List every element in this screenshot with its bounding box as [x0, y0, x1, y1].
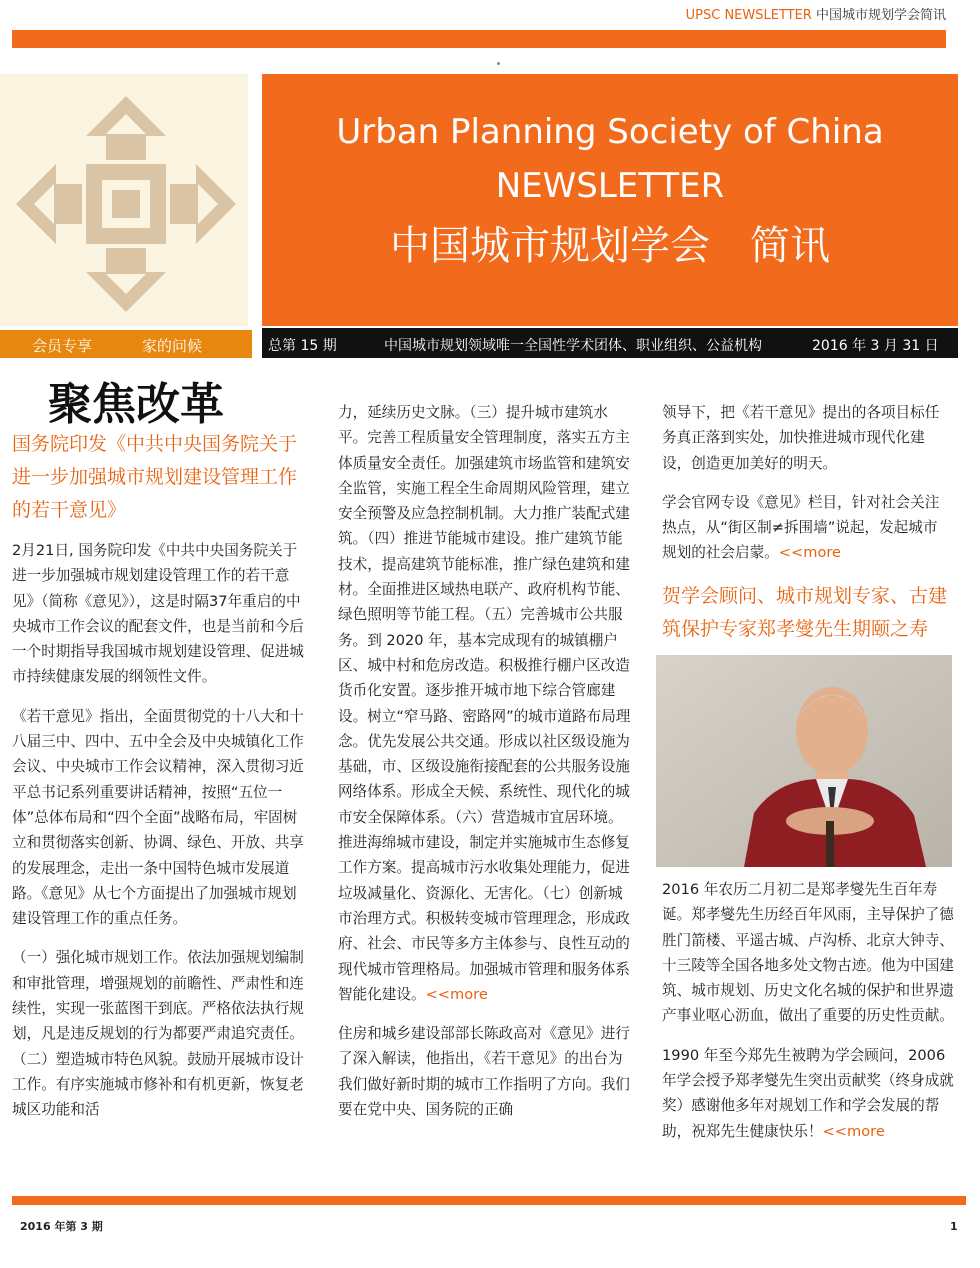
section-title: 聚焦改革	[48, 379, 224, 430]
running-header	[686, 4, 946, 23]
divider-dot	[497, 62, 500, 65]
masthead-newsletter-label: NEWSLETTER	[495, 166, 725, 206]
footer-page-number: 1	[950, 1220, 958, 1233]
article-title	[662, 580, 962, 646]
newsletter-name-cn: 中国城市规划学会简讯	[815, 8, 946, 23]
portrait-photo	[656, 655, 952, 867]
issue-date: 2016 年 3 月 31 日	[812, 338, 939, 354]
article-column-1	[12, 538, 308, 1137]
article-column-2	[338, 400, 632, 1136]
article-paragraph	[662, 1043, 954, 1144]
article-paragraph: 《若干意见》指出，全面贯彻党的十八大和十八届三中、四中、五中全会及中央城镇化工作会议、中央城市工作会议精神，深入贯彻习近平总书记系列重要讲话精神，按照“五位一体”总体布局和“四个全面”战略布局，牢固树立和贯彻落实创新、协调、绿色、开放、共享的发展理念，走出一条中国特色城市发展道路。《意见》从七个方面提出了加强城市规划建设管理工作的重点任务。	[12, 707, 304, 928]
portrait-image-icon	[656, 655, 952, 867]
article-paragraph: 2016 年农历二月初二是郑孝燮先生百年寿诞。郑孝燮先生历经百年风雨，主导保护了德胜门箭楼、平遥古城、卢沟桥、北京大钟寺、十三陵等全国各地多处文物古迹。他为中国建筑、城市规划、历史文化名城的保护和世界遗产事业呕心沥血，做出了重要的历史性贡献。	[662, 881, 954, 1025]
article-paragraph: 住房和城乡建设部部长陈政高对《意见》进行了深入解读，他指出，《若干意见》的出台为我们做好新时期的城市工作指明了方向。我们要在党中央、国务院的正确	[338, 1025, 630, 1119]
read-more-link[interactable]: <<more	[778, 544, 842, 562]
nav-item-home-greeting[interactable]: 家的问候	[142, 337, 203, 355]
article-title-line: 筑保护专家郑孝燮先生期颐之寿	[662, 618, 929, 640]
issue-number: 总第 15 期	[268, 338, 337, 354]
society-logo-emblem-icon	[0, 74, 248, 326]
footer-issue: 2016 年第 3 期	[20, 1220, 103, 1233]
article-title	[12, 428, 312, 527]
article-paragraph: （一）强化城市规划工作。依法加强规划编制和审批管理，增强规划的前瞻性、严肃性和连续性，实现一张蓝图干到底。严格依法执行规划，凡是违反规划的行为都要严肃追究责任。（二）塑造城市特色风貌。鼓励开展城市设计工作。有序实施城市修补和有机更新，恢复老城区功能和活	[12, 949, 304, 1119]
read-more-link[interactable]: <<more	[425, 985, 488, 1003]
article-title-line: 贺学会顾问、城市规划专家、古建	[662, 585, 948, 607]
article-column-4	[662, 877, 954, 1158]
society-logo	[0, 74, 248, 326]
issue-info-bar	[262, 328, 958, 358]
article-paragraph	[338, 400, 632, 1007]
article-column-3	[662, 400, 952, 580]
society-slogan: 中国城市规划领域唯一全国性学术团体、职业组织、公益机构	[384, 338, 762, 354]
newsletter-name-en: UPSC NEWSLETTER	[685, 8, 812, 23]
article-title-line: 的若干意见》	[12, 499, 127, 521]
article-paragraph	[662, 490, 952, 566]
article-paragraph-text: 学会官网专设《意见》栏目，针对社会关注热点，从“街区制≠拆围墙”说起，发起城市规划的社会启蒙。	[662, 493, 940, 562]
read-more-link[interactable]: <<more	[822, 1122, 885, 1140]
article-paragraph-text: 力，延续历史文脉。（三）提升城市建筑水平。完善工程质量安全管理制度，落实五方主体质量安全责任。加强建筑市场监管和建筑安全监管，实施工程全生命周期风险管理，建立安全预警及应急控制机制。大力推广装配式建筑。（四）推进节能城市建设。推广建筑节能技术，提高建筑节能标准，推广绿色建筑和建材。全面推进区域热电联产、政府机构节能、绿色照明等节能工程。（五）完善城市公共服务。到 2020 年，基本完成现有的城镇棚户区、城中村和危房改造。积极推行棚户区改造货币化安置。逐步推开城市地下综合管廊建设。树立“窄马路、密路网”的城市道路布局理念。优先发展公共交通。形成以社区级设施为基础，市、区级设施衔接配套的公共服务设施网络体系。形成全天候、系统性、现代化的城市安全保障体系。（六）营造城市宜居环境。推进海绵城市建设，制定并实施城市生态修复工作方案。提高城市污水收集处理能力，促进垃圾减量化、资源化、无害化。（七）创新城市治理方式。积极转变城市管理理念，形成政府、社会、市民等多方主体参与、良性互动的现代城市管理格局。加强城市管理和服务体系智能化建设。	[338, 404, 631, 1003]
top-accent-bar	[12, 30, 946, 48]
member-nav-bar	[0, 330, 252, 358]
article-paragraph: 2月21日, 国务院印发《中共中央国务院关于进一步加强城市规划建设管理工作的若干意见》（简称《意见》），这是时隔37年重启的中央城市工作会议的配套文件，也是当前和今后一个时期指导我国城市规划建设管理、促进城市持续健康发展的纲领性文件。	[12, 542, 304, 686]
masthead-title-en: Urban Planning Society of China	[336, 112, 884, 152]
nav-item-member-exclusive[interactable]: 会员专享	[32, 337, 93, 355]
article-paragraph-text: 1990 年至今郑先生被聘为学会顾问，2006 年学会授予郑孝燮先生突出贡献奖（终身成就奖）感谢他多年对规划工作和学会发展的帮助，祝郑先生健康快乐！	[662, 1046, 954, 1140]
article-title-line: 国务院印发《中共中央国务院关于	[12, 433, 298, 455]
article-paragraph: 领导下，把《若干意见》提出的各项目标任务真正落到实处，加快推进城市现代化建设，创造更加美好的明天。	[662, 404, 940, 472]
masthead-title-cn: 中国城市规划学会 简讯	[390, 223, 830, 269]
article-title-line: 进一步加强城市规划建设管理工作	[12, 466, 298, 488]
masthead-banner	[262, 74, 958, 326]
bottom-accent-bar	[12, 1196, 966, 1205]
